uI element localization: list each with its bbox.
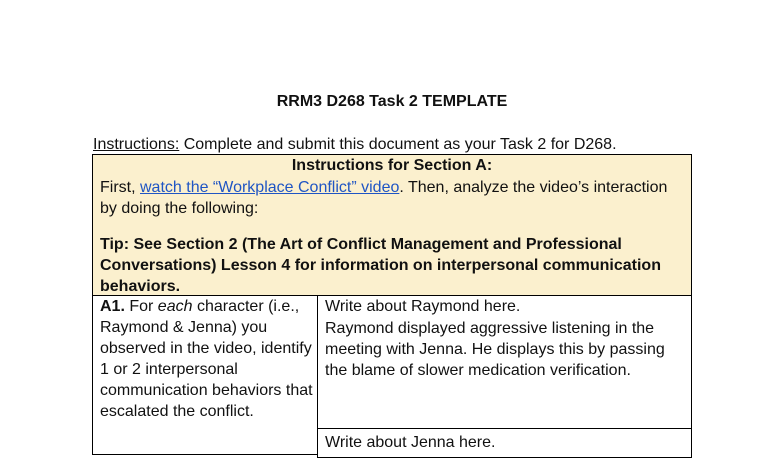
a1-label: A1. [100, 298, 125, 315]
section-a-instructions-box [92, 154, 692, 296]
a1-prompt-emphasis: each [157, 298, 193, 315]
workplace-conflict-video-link[interactable]: watch the “Workplace Conflict” video [140, 179, 400, 196]
a1-prompt-part2: character (i.e., Raymond & Jenna) you observed in the video, identify 1 or 2 interpersonal communication behaviors that escalated the conflict. [100, 298, 313, 420]
jenna-heading: Write about Jenna here. [325, 434, 496, 451]
a1-prompt [100, 296, 315, 422]
section-a-intro [100, 177, 685, 219]
a1-prompt-cell [92, 295, 318, 455]
intro-after-link: . Then, analyze the video’s interaction by doing the following: [100, 179, 668, 217]
section-a-heading: Instructions for Section A: [291, 157, 493, 174]
template-table [92, 154, 692, 454]
jenna-response-cell[interactable] [317, 428, 692, 458]
raymond-response-cell[interactable] [317, 295, 692, 429]
a1-prompt-part1: For [124, 298, 158, 315]
instructions-line [93, 135, 617, 155]
raymond-answer: Raymond displayed aggressive listening in the meeting with Jenna. He displays this by passing the blame of slower medication verification. [325, 320, 665, 379]
document-title: RRM3 D268 Task 2 TEMPLATE [276, 93, 508, 110]
instructions-label: Instructions: [93, 136, 180, 153]
section-a-tip: Tip: See Section 2 (The Art of Conflict Management and Professional Conversations) Lesson 4 for information on interpersonal communication behaviors. [100, 236, 661, 295]
raymond-heading: Write about Raymond here. [325, 298, 521, 315]
instructions-text: Complete and submit this document as your Task 2 for D268. [179, 136, 617, 153]
intro-before-link: First, [100, 179, 140, 196]
